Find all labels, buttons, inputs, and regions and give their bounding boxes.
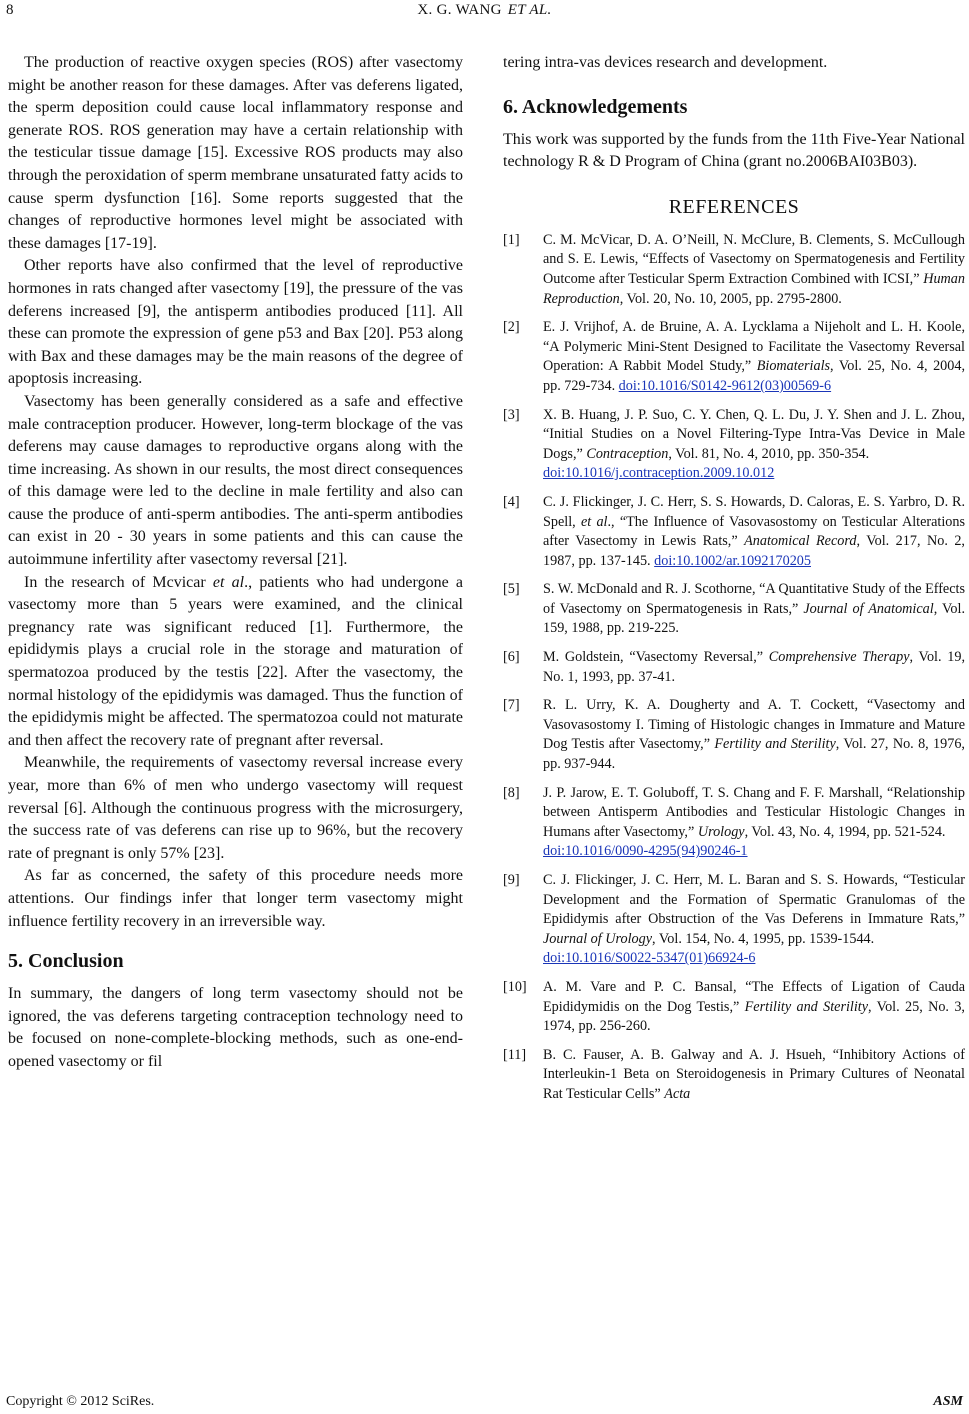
paragraph-hormones: Other reports have also confirmed that the level of reproductive hormones in rats changed after vasectomy [19], the pressure of the vas deferens increased [9], the antisperm antibodies produced [11]. All these can promote the expression of gene p53 and Bax [20]. P53 along with Bax and these damages may be the main reasons of the degree of apoptosis increasing. — [8, 257, 463, 388]
reference-number: [1] — [503, 231, 520, 248]
doi-link[interactable]: doi:10.1016/0090-4295(94)90246-1 — [543, 843, 748, 860]
acknowledgements-text: This work was supported by the funds from the 11th Five-Year National technology R & D Program of China (grant no.2006BAI03B03). — [503, 130, 965, 171]
reference-journal: Biomaterials — [756, 358, 831, 375]
reference-text: ., “The Influence of Vasovasostomy on Testicular Alterations after Vasectomy in Lewis Rats,” — [543, 513, 965, 550]
reference-item — [503, 1046, 965, 1105]
reference-text: C. J. Flickinger, J. C. Herr, M. L. Baran and S. S. Howards, “Testicular Development and the Formation of Spermatic Granulomas of the Epididymis after Obstruction of the Vas Deferens in Immature Rats,” — [543, 872, 965, 928]
reference-details: , Vol. 159, 1988, pp. 219-225. — [543, 600, 965, 637]
reference-item — [503, 784, 965, 862]
page-number: 8 — [6, 2, 14, 18]
doi-link[interactable]: doi:10.1016/S0142-9612(03)00569-6 — [618, 377, 832, 394]
journal-abbrev-footer: ASM — [933, 1394, 963, 1409]
reference-number: [7] — [503, 697, 520, 714]
left-column — [8, 52, 463, 1074]
reference-item — [503, 406, 965, 484]
doi-link[interactable]: doi:10.1016/S0022-5347(01)66924-6 — [543, 950, 756, 967]
right-column — [503, 52, 965, 1114]
reference-details: , Vol. 154, No. 4, 1995, pp. 1539-1544. — [652, 930, 875, 947]
reference-number: [9] — [503, 872, 520, 888]
running-head-authors: X. G. WANG — [417, 2, 502, 18]
conclusion-heading: 5. Conclusion — [8, 950, 124, 973]
paragraph-reversal: Meanwhile, the requirements of vasectomy reversal increase every year, more than 6% of men who undergo vasectomy will request reversal [6]. Although the continuous progress with the microsurgery, the success rate of vas deferens can rise up to 96%, but the recovery rate of pregnant is only 57% [23]. — [8, 754, 463, 862]
reference-number: [5] — [503, 581, 520, 598]
reference-number: [10] — [503, 978, 527, 995]
reference-journal: Contraception — [586, 445, 669, 462]
reference-item — [503, 648, 965, 687]
reference-text: E. J. Vrijhof, A. de Bruine, A. A. Lycklama a Nijeholt and L. H. Koole, “A Polymeric Mini-Stent Designed to Facilitate the Vasectomy Reversal Operation: A Rabbit Model Study,” — [543, 319, 965, 375]
doi-link[interactable]: doi:10.1002/ar.1092170205 — [654, 552, 811, 569]
text-segment: ., patients who had undergone a vasectomy more than 5 years were examined, and the clinical pregnancy rate was significant reduced [1]. Furthermore, the epididymis plays a crucial role in the storage and maturation of spermatozoa produced by the testis [22]. After the vasectomy, the normal histology of the epididymis was damaged. Thus the function of the epididymis might be affected. The spermatozoa could not maturate and then affect the recovery rate of pregnant after reversal. — [8, 573, 463, 749]
reference-text: J. P. Jarow, E. T. Goluboff, T. S. Chang and F. F. Marshall, “Relationship between Antisperm Antibodies and Testicular Histologic Changes in Humans after Vasectomy,” — [543, 784, 965, 840]
paragraph-mcvicar — [8, 572, 463, 753]
reference-item — [503, 696, 965, 774]
reference-text: S. W. McDonald and R. J. Scothorne, “A Quantitative Study of the Effects of Vasectomy on Spermatogenesis in Rats,” — [543, 581, 965, 617]
reference-number: [2] — [503, 319, 520, 336]
reference-journal: Fertility and Sterility — [714, 736, 836, 753]
reference-journal: Anatomical Record — [744, 533, 857, 550]
reference-details: , Vol. 19, No. 1, 1993, pp. 37-41. — [543, 649, 965, 685]
acknowledgements-heading: 6. Acknowledgements — [503, 95, 688, 118]
et-al: et al — [212, 573, 245, 591]
et-al: et al — [580, 513, 608, 530]
reference-details: , Vol. 43, No. 4, 1994, pp. 521-524. — [744, 823, 946, 840]
reference-details: , Vol. 25, No. 3, 1974, pp. 256-260. — [543, 998, 965, 1035]
reference-text: X. B. Huang, J. P. Suo, C. Y. Chen, Q. L. Du, J. Y. Shen and J. L. Zhou, “Initial Studies on a Novel Filtering-Type Intra-Vas Device in Male Dogs,” — [543, 406, 965, 462]
reference-number: [4] — [503, 493, 520, 510]
copyright-footer: Copyright © 2012 SciRes. — [6, 1394, 155, 1409]
running-head — [0, 2, 969, 19]
reference-item — [503, 318, 965, 396]
reference-journal: Journal of Anatomical — [803, 600, 934, 617]
conclusion-continuation: tering intra-vas devices research and development. — [503, 54, 828, 71]
reference-journal: Urology — [697, 823, 745, 840]
reference-item — [503, 580, 965, 639]
reference-details: , Vol. 27, No. 8, 1976, pp. 937-944. — [543, 736, 965, 773]
reference-number: [11] — [503, 1046, 527, 1063]
paragraph-vasectomy-safety: Vasectomy has been generally considered as a safe and effective male contraception producer. However, long-term blockage of the vas deferens may cause damages to reproductive organs along with the time increasing. As shown in our results, the most direct consequences of this damage were led to the decline in male fertility and also can cause the produce of anti-sperm antibodies. The anti-sperm antibodies can exist in 20 - 30 years in some patients and this can cause the autoimmune infertility after vasectomy reversal [21]. — [8, 392, 463, 569]
text-segment: In the research of Mcvicar — [24, 573, 213, 591]
reference-item — [503, 493, 965, 571]
doi-link[interactable]: doi:10.1016/j.contraception.2009.10.012 — [543, 465, 775, 482]
reference-number: [8] — [503, 784, 520, 801]
reference-text: A. M. Vare and P. C. Bansal, “The Effects of Ligation of Cauda Epididymidis on the Dog Testis,” — [543, 978, 965, 1015]
reference-text: B. C. Fauser, A. B. Galway and A. J. Hsueh, “Inhibitory Actions of Interleukin-1 Beta on Steroidogenesis in Primary Cultures of Neonatal Rat Testicular Cells” — [543, 1046, 965, 1102]
references-heading: REFERENCES — [668, 195, 800, 218]
reference-number: [3] — [503, 406, 520, 423]
reference-text: M. Goldstein, “Vasectomy Reversal,” — [543, 649, 769, 666]
reference-details: , Vol. 217, No. 2, 1987, pp. 137-145. — [543, 533, 965, 569]
reference-details: , Vol. 20, No. 10, 2005, pp. 2795-2800. — [619, 290, 842, 307]
reference-journal: Human Reproduction — [543, 270, 965, 307]
reference-text: C. M. McVicar, D. A. O’Neill, N. McClure, B. Clements, S. McCullough and S. E. Lewis, “Effects of Vasectomy on Spermatogenesis and Fertility Outcome after Testicular Sperm Extraction Combined with ICSI,” — [543, 231, 965, 287]
reference-details: , Vol. 81, No. 4, 2010, pp. 350-354. — [668, 445, 870, 462]
running-head-etal: ET AL. — [507, 2, 552, 18]
reference-text: R. L. Urry, K. A. Dougherty and A. T. Cockett, “Vasectomy and Vasovasostomy I. Timing of Histologic changes in Immature and Mature Dog Testis after Vasectomy,” — [543, 697, 965, 753]
reference-journal: Fertility and Sterility — [744, 998, 869, 1015]
paragraph-safety: As far as concerned, the safety of this procedure needs more attentions. Our findings infer that longer term vasectomy might influence fertility recovery in an irreversible way. — [8, 867, 463, 930]
paragraph-ros: The production of reactive oxygen species (ROS) after vasectomy might be another reason for these damages. After vas deferens ligated, the sperm deposition could cause local inflammatory response and generate ROS. ROS generation may have a certain relationship with the testicular tissue damage [15]. Excessive ROS products may also through the peroxidation of sperm membrane unsaturated fatty acids to cause sperm dysfunction [16]. Some reports suggested that the changes of reproductive hormones level might be associated with these damages [17-19]. — [8, 54, 463, 252]
reference-item — [503, 978, 965, 1037]
reference-journal: Acta — [664, 1085, 691, 1102]
reference-journal: Comprehensive Therapy — [768, 649, 910, 666]
reference-number: [6] — [503, 649, 520, 666]
reference-journal: Journal of Urology — [543, 930, 653, 947]
conclusion-text: In summary, the dangers of long term vasectomy should not be ignored, the vas deferens targeting contraception technology need to be focused on none-complete-blocking methods, such as one-end-opened vasectomy or fil — [8, 985, 463, 1070]
reference-item — [503, 231, 965, 309]
reference-text: C. J. Flickinger, J. C. Herr, S. S. Howards, D. Caloras, E. S. Yarbro, D. R. Spell, — [543, 493, 965, 530]
reference-item — [503, 871, 965, 969]
reference-details: , Vol. 25, No. 4, 2004, pp. 729-734. — [543, 358, 965, 394]
references-list — [503, 231, 965, 1105]
